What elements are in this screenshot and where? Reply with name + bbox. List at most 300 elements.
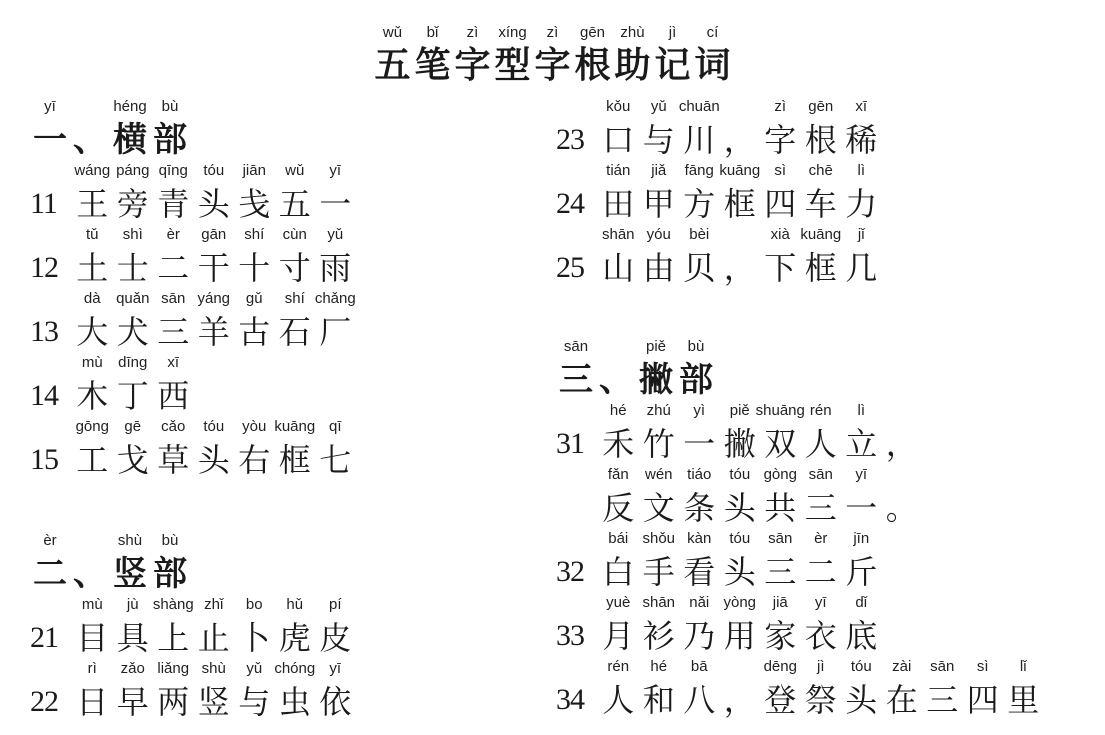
pinyin: yuè [606,594,631,611]
hanzi: 三 [157,313,190,351]
hanzi: 衣 [804,617,837,655]
hanzi: ， [723,681,756,719]
hanzi: 撇 [723,425,756,463]
pinyin: tóu [203,162,225,179]
hanzi: 反 [602,489,635,527]
char-cell [801,402,842,464]
mnemonic-line-22 [30,660,530,722]
hanzi: 型 [494,45,531,86]
char-cell [72,290,113,352]
hanzi: 一 [319,185,352,223]
hanzi: 根 [574,45,611,86]
char-cell [315,660,356,722]
char-cell [453,24,493,86]
char-cell [636,338,676,400]
pinyin: tóu [729,530,751,547]
hanzi: 两 [157,683,190,721]
hanzi: 犬 [116,313,149,351]
hanzi: 斤 [845,553,878,591]
char-cell [315,162,356,224]
hanzi: 干 [197,249,230,287]
hanzi: 工 [76,441,109,479]
line-number: 23 [556,123,584,156]
char-cell [720,530,761,592]
char-cell [801,162,842,224]
pinyin: jǐ [857,226,865,243]
pinyin: dǐ [855,594,868,611]
char-cell [801,530,842,592]
hanzi: 撇 [639,360,673,400]
hanzi: 部 [153,120,187,160]
hanzi: 甲 [642,185,675,223]
hanzi: 厂 [319,313,352,351]
char-cell [110,98,150,160]
pinyin: yǔ [650,98,667,115]
pinyin: bù [161,532,179,549]
char-cell [598,530,639,592]
pinyin: zǎo [120,660,145,677]
char-cell [760,658,801,720]
pinyin: héng [113,98,147,115]
hanzi: 大 [76,313,109,351]
pinyin: shù [117,532,143,549]
pinyin: rén [809,402,832,419]
char-cell [493,24,533,86]
char-cell [679,162,720,224]
hanzi: 口 [602,121,635,159]
pinyin: zài [892,658,912,675]
pinyin: jīn [853,530,870,547]
pinyin: yòng [723,594,757,611]
hanzi: 。 [885,489,918,527]
char-cell [275,660,316,722]
char-cell [315,290,356,352]
pinyin: lì [857,402,865,419]
mnemonic-line-31 [556,402,1096,464]
pinyin: liǎng [157,660,190,677]
pinyin: mù [81,596,103,613]
char-cell [70,98,110,160]
hanzi: 虫 [278,683,311,721]
pinyin: gēn [579,24,606,41]
pinyin: qī [328,418,342,435]
hanzi: 车 [804,185,837,223]
hanzi: 二 [157,249,190,287]
char-cell [679,466,720,528]
char-cell [679,226,720,288]
hanzi: 几 [845,249,878,287]
pinyin: wén [644,466,673,483]
mnemonic-line-15 [30,418,530,480]
char-cell [720,98,761,160]
hanzi: 石 [278,313,311,351]
hanzi: 禾 [602,425,635,463]
hanzi: 皮 [319,619,352,657]
pinyin: jiā [772,594,788,611]
pinyin: èr [43,532,57,549]
char-cell [882,466,923,528]
char-cell [315,226,356,288]
line-number: 33 [556,619,584,652]
pinyin: zì [546,24,559,41]
char-cell [639,402,680,464]
hanzi: 在 [885,681,918,719]
char-cell [194,226,235,288]
hanzi: 丁 [116,377,149,415]
char-cell [113,418,154,480]
mnemonic-line-11 [30,162,530,224]
hanzi: 条 [683,489,716,527]
hanzi: 寸 [278,249,311,287]
char-cell [841,98,882,160]
hanzi: 头 [723,489,756,527]
char-cell [556,338,596,400]
char-cell [841,594,882,656]
pinyin: kuāng [719,162,761,179]
mnemonic-line-12 [30,226,530,288]
hanzi: 山 [602,249,635,287]
line-number: 15 [30,443,58,476]
char-cell [72,418,113,480]
char-cell [679,98,720,160]
hanzi: 具 [116,619,149,657]
char-cell [801,98,842,160]
hanzi: 、 [73,120,107,160]
hanzi: 士 [116,249,149,287]
pinyin: èr [814,530,828,547]
hanzi: 手 [642,553,675,591]
pinyin: wǔ [285,162,305,179]
hanzi: 竖 [197,683,230,721]
hanzi: 头 [197,441,230,479]
hanzi: 头 [197,185,230,223]
hanzi: 贝 [683,249,716,287]
hanzi: 立 [845,425,878,463]
char-cell [275,596,316,658]
hanzi: 七 [319,441,352,479]
pinyin: chē [808,162,833,179]
hanzi: 雨 [319,249,352,287]
pinyin: bo [245,596,263,613]
hanzi: 卜 [238,619,271,657]
pinyin: jì [817,658,825,675]
char-cell [72,596,113,658]
char-cell [598,594,639,656]
char-cell [679,530,720,592]
pinyin: piě [645,338,667,355]
hanzi: ， [885,425,918,463]
pinyin: xī [167,354,180,371]
pinyin: nǎi [689,594,710,611]
line-number: 13 [30,315,58,348]
char-cell [533,24,573,86]
hanzi: 五 [278,185,311,223]
hanzi: 田 [602,185,635,223]
char-cell [760,98,801,160]
char-cell [598,98,639,160]
hanzi: 部 [153,554,187,594]
pinyin: rì [87,660,97,677]
pinyin: páng [116,162,150,179]
pinyin: lì [857,162,865,179]
char-cell [315,596,356,658]
hanzi: 框 [723,185,756,223]
char-cell [598,226,639,288]
hanzi: 双 [764,425,797,463]
char-cell [841,658,882,720]
char-cell [72,660,113,722]
char-cell [275,290,316,352]
hanzi: 笔 [414,45,451,86]
pinyin: fāng [684,162,714,179]
line-number: 25 [556,251,584,284]
hanzi: 框 [278,441,311,479]
pinyin: yǔ [246,660,263,677]
char-cell [72,226,113,288]
char-cell [841,530,882,592]
pinyin: yì [693,402,706,419]
hanzi: 方 [683,185,716,223]
hanzi: 部 [679,360,713,400]
char-cell [153,596,194,658]
char-cell [413,24,453,86]
pinyin: yī [44,98,56,115]
char-cell [841,402,882,464]
pinyin: kàn [687,530,712,547]
hanzi: 一 [33,120,67,160]
hanzi: 稀 [845,121,878,159]
section-gap [556,290,1096,338]
section-heading-heng [30,98,530,160]
hanzi: 川 [683,121,716,159]
pinyin: lǐ [1019,658,1027,675]
hanzi: 十 [238,249,271,287]
pinyin: tóu [203,418,225,435]
pinyin: tǔ [85,226,99,243]
hanzi: 与 [642,121,675,159]
char-cell [194,596,235,658]
line-number: 12 [30,251,58,284]
pinyin: yáng [197,290,231,307]
hanzi: 文 [642,489,675,527]
pinyin: gēn [808,98,834,115]
hanzi: 目 [76,619,109,657]
hanzi: 旁 [116,185,149,223]
char-cell [153,354,194,416]
char-cell [720,594,761,656]
pinyin: qīng [158,162,188,179]
hanzi: 乃 [683,617,716,655]
hanzi: 右 [238,441,271,479]
section-heading-shu [30,532,530,594]
char-cell [679,658,720,720]
pinyin: zhù [620,24,645,41]
hanzi: 西 [157,377,190,415]
line-number: 24 [556,187,584,220]
hanzi: 词 [694,45,731,86]
char-cell [841,226,882,288]
hanzi: 一 [683,425,716,463]
char-cell [194,290,235,352]
char-cell [598,402,639,464]
hanzi: 八 [683,681,716,719]
pinyin: yī [814,594,827,611]
char-cell [1003,658,1044,720]
hanzi: 与 [238,683,271,721]
hanzi: 月 [602,617,635,655]
pinyin: sān [563,338,589,355]
pinyin: kuāng [274,418,316,435]
line-number: 21 [30,621,58,654]
char-cell [841,162,882,224]
hanzi: 三 [764,553,797,591]
pinyin: cí [706,24,719,41]
pinyin: yòu [242,418,267,435]
char-cell [234,226,275,288]
mnemonic-line-23 [556,98,1096,160]
char-cell [72,162,113,224]
line-number: 22 [30,685,58,718]
pinyin: sān [161,290,186,307]
hanzi: 根 [804,121,837,159]
char-cell [760,530,801,592]
pinyin: sān [930,658,955,675]
hanzi: 字 [764,121,797,159]
pinyin: dīng [118,354,148,371]
pinyin: shuāng [755,402,805,419]
char-cell [70,532,110,594]
pinyin: gòng [763,466,797,483]
pinyin: shān [642,594,676,611]
hanzi: 字 [534,45,571,86]
char-cell [639,466,680,528]
hanzi: 戈 [116,441,149,479]
pinyin: shàng [152,596,194,613]
hanzi: 五 [374,45,411,86]
pinyin: hǔ [286,596,304,613]
hanzi: 二 [33,554,67,594]
char-cell [373,24,413,86]
pinyin: bù [161,98,179,115]
pinyin: shí [284,290,305,307]
pinyin: rén [607,658,630,675]
hanzi: 二 [804,553,837,591]
pinyin: sān [808,466,833,483]
hanzi: 四 [764,185,797,223]
char-cell [598,162,639,224]
hanzi: 、 [73,554,107,594]
mnemonic-line-32 [556,530,1096,592]
char-cell [720,402,761,464]
section-gap [30,482,530,532]
mnemonic-line-24 [556,162,1096,224]
mnemonic-line-34 [556,658,1096,720]
pinyin: cùn [282,226,307,243]
pinyin: shì [122,226,143,243]
hanzi: 和 [642,681,675,719]
char-cell [801,226,842,288]
pinyin: bā [690,658,708,675]
hanzi: 框 [804,249,837,287]
pinyin: gǔ [245,290,263,307]
hanzi: 止 [197,619,230,657]
char-cell [639,98,680,160]
pinyin: yǔ [327,226,344,243]
char-cell [150,532,190,594]
pinyin: tóu [850,658,872,675]
hanzi: 三 [559,360,593,400]
mnemonic-line-33 [556,594,1096,656]
char-cell [596,338,636,400]
pinyin: xī [855,98,868,115]
char-cell [113,354,154,416]
pinyin: hé [650,658,668,675]
char-cell [234,660,275,722]
char-cell [30,98,70,160]
mnemonic-line-21 [30,596,530,658]
char-cell [720,162,761,224]
pinyin: quǎn [116,290,150,307]
char-cell [194,418,235,480]
char-cell [72,354,113,416]
char-cell [194,162,235,224]
pinyin: shù [201,660,226,677]
hanzi: 四 [966,681,999,719]
hanzi: 土 [76,249,109,287]
hanzi: 三 [804,489,837,527]
char-cell [113,226,154,288]
pinyin: sì [774,162,787,179]
char-cell [153,162,194,224]
char-cell [113,596,154,658]
hanzi: 竹 [642,425,675,463]
char-cell [573,24,613,86]
hanzi: 日 [76,683,109,721]
char-cell [760,162,801,224]
pinyin: chóng [274,660,316,677]
page-title [0,24,1105,86]
pinyin: gān [201,226,227,243]
hanzi: 王 [76,185,109,223]
char-cell [639,658,680,720]
pinyin: tiáo [687,466,712,483]
hanzi: 木 [76,377,109,415]
hanzi: 三 [926,681,959,719]
pinyin: gē [124,418,142,435]
pinyin: èr [166,226,180,243]
pinyin: shí [244,226,265,243]
char-cell [639,226,680,288]
char-cell [679,402,720,464]
hanzi: 人 [804,425,837,463]
hanzi: ， [723,121,756,159]
pinyin: gōng [75,418,109,435]
hanzi: 人 [602,681,635,719]
pinyin: xià [770,226,790,243]
right-column [556,98,1096,722]
char-cell [153,418,194,480]
mnemonic-line-13 [30,290,530,352]
char-cell [150,98,190,160]
char-cell [922,658,963,720]
hanzi: 戋 [238,185,271,223]
char-cell [598,466,639,528]
line-number: 34 [556,683,584,716]
hanzi: 早 [116,683,149,721]
hanzi: 青 [157,185,190,223]
pinyin: zhǐ [204,596,224,613]
pinyin: sān [768,530,793,547]
